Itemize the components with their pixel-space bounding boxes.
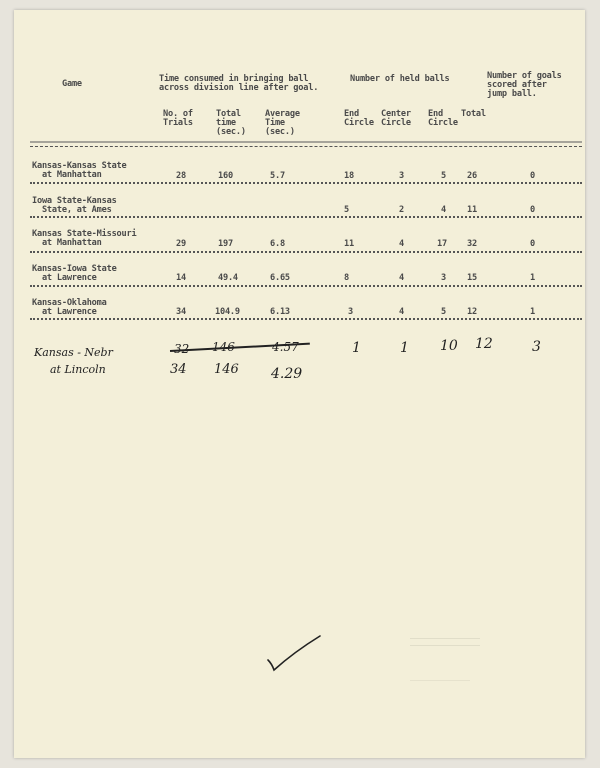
row-center: 2 bbox=[399, 205, 404, 215]
header-avg-time: Average Time (sec.) bbox=[265, 109, 300, 137]
row-game: Iowa State-Kansas State, at Ames bbox=[32, 196, 117, 215]
row-rule bbox=[30, 216, 582, 218]
row-goals: 1 bbox=[530, 273, 535, 283]
row-total-time: 160 bbox=[218, 171, 233, 181]
row-end2: 5 bbox=[441, 171, 446, 181]
row-end1: 3 bbox=[348, 307, 353, 317]
check-mark-icon bbox=[264, 632, 324, 674]
header-rule bbox=[30, 146, 582, 147]
hand-game-line2: at Lincoln bbox=[50, 363, 106, 376]
hand-end1: 1 bbox=[352, 340, 361, 356]
row-rule bbox=[30, 318, 582, 320]
row-goals: 0 bbox=[530, 205, 535, 215]
bleed-through-mark bbox=[410, 680, 470, 681]
row-trials: 29 bbox=[176, 239, 186, 249]
row-end1: 8 bbox=[344, 273, 349, 283]
row-avg-time: 6.13 bbox=[270, 307, 290, 317]
row-end1: 5 bbox=[344, 205, 349, 215]
row-game: Kansas-Oklahoma at Lawrence bbox=[32, 298, 107, 317]
bleed-through-mark bbox=[410, 638, 480, 646]
row-total-time: 197 bbox=[218, 239, 233, 249]
row-total-time: 49.4 bbox=[218, 273, 238, 283]
row-total: 11 bbox=[467, 205, 477, 215]
row-total: 15 bbox=[467, 273, 477, 283]
row-game: Kansas State-Missouri at Manhattan bbox=[32, 229, 137, 248]
header-end-circle-2: End Circle bbox=[428, 109, 458, 128]
row-trials: 28 bbox=[176, 171, 186, 181]
row-center: 4 bbox=[399, 273, 404, 283]
row-avg-time: 6.65 bbox=[270, 273, 290, 283]
row-end2: 4 bbox=[441, 205, 446, 215]
row-end1: 18 bbox=[344, 171, 354, 181]
row-total: 12 bbox=[467, 307, 477, 317]
header-time-group: Time consumed in bringing ball across division line after goal. bbox=[159, 74, 319, 93]
header-total-time: Total time (sec.) bbox=[216, 109, 246, 137]
row-total-time: 104.9 bbox=[215, 307, 240, 317]
row-end1: 11 bbox=[344, 239, 354, 249]
header-held-group: Number of held balls bbox=[350, 74, 450, 84]
row-game: Kansas-Kansas State at Manhattan bbox=[32, 161, 127, 180]
row-goals: 1 bbox=[530, 307, 535, 317]
row-avg-time: 6.8 bbox=[270, 239, 285, 249]
row-end2: 17 bbox=[437, 239, 447, 249]
row-rule bbox=[30, 251, 582, 253]
row-rule bbox=[30, 182, 582, 184]
header-goals-group: Number of goals scored after jump ball. bbox=[487, 71, 562, 99]
row-trials: 14 bbox=[176, 273, 186, 283]
header-end-circle-1: End Circle bbox=[344, 109, 374, 128]
hand-total-time: 146 bbox=[214, 362, 239, 377]
row-rule bbox=[30, 285, 582, 287]
row-trials: 34 bbox=[176, 307, 186, 317]
hand-trials: 34 bbox=[170, 362, 187, 377]
row-center: 4 bbox=[399, 307, 404, 317]
hand-goals: 3 bbox=[532, 339, 541, 355]
row-total: 32 bbox=[467, 239, 477, 249]
header-trials: No. of Trials bbox=[163, 109, 193, 128]
hand-avg-time: 4.29 bbox=[271, 366, 303, 382]
row-avg-time: 5.7 bbox=[270, 171, 285, 181]
header-game: Game bbox=[62, 79, 82, 89]
row-end2: 5 bbox=[441, 307, 446, 317]
row-center: 3 bbox=[399, 171, 404, 181]
header-rule bbox=[30, 141, 582, 143]
hand-end2: 10 bbox=[440, 338, 458, 354]
header-center-circle: Center Circle bbox=[381, 109, 411, 128]
row-total: 26 bbox=[467, 171, 477, 181]
hand-center: 1 bbox=[400, 340, 409, 356]
row-center: 4 bbox=[399, 239, 404, 249]
row-goals: 0 bbox=[530, 239, 535, 249]
hand-game-line1: Kansas - Nebr bbox=[34, 346, 113, 359]
header-total: Total bbox=[461, 109, 486, 119]
row-game: Kansas-Iowa State at Lawrence bbox=[32, 264, 117, 283]
hand-struck-avg: 4.57 bbox=[272, 340, 299, 354]
hand-total: 12 bbox=[475, 336, 493, 352]
row-end2: 3 bbox=[441, 273, 446, 283]
row-goals: 0 bbox=[530, 171, 535, 181]
